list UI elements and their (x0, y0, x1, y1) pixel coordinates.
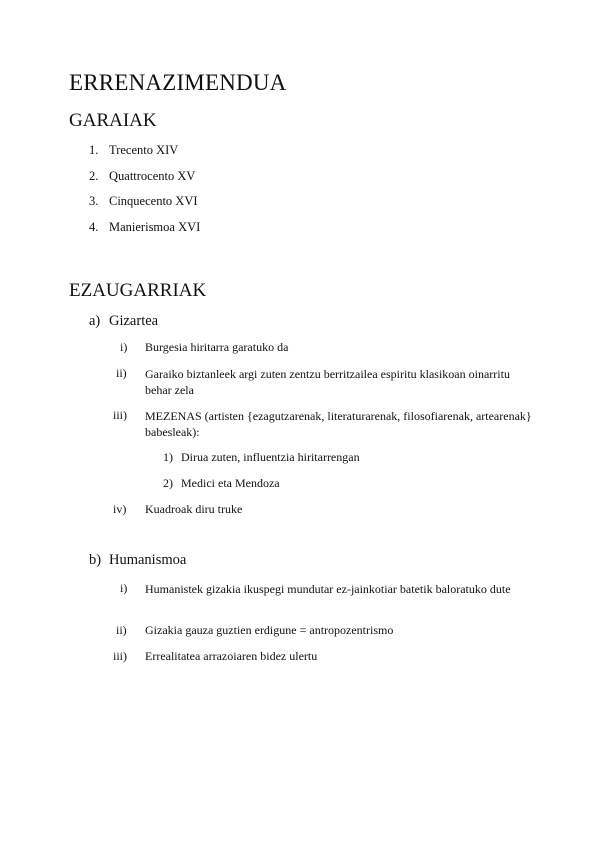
list-item: Humanistek gizakia ikuspegi mundutar ez-jainkotiar batetik baloratuko dute (145, 582, 511, 596)
list-item: Errealitatea arrazoiaren bidez ulertu (145, 649, 318, 663)
subsection-label-a: a) (89, 313, 101, 329)
page-title: ERRENAZIMENDUA (69, 70, 287, 95)
section-heading-garaiak: GARAIAK (69, 110, 157, 131)
section-heading-ezaugarriak: EZAUGARRIAK (69, 280, 207, 301)
sub-list-item-number: 2) (163, 476, 173, 490)
list-item-number: 2. (89, 169, 99, 183)
list-item: MEZENAS (artisten {ezagutzarenak, literaturarenak, filosofiarenak, artearenak} babesleak): (145, 409, 532, 439)
sub-list-item-number: 1) (163, 450, 173, 464)
list-item: Quattrocento XV (109, 169, 196, 183)
list-item: Kuadroak diru truke (145, 502, 243, 516)
list-item: Burgesia hiritarra garatuko da (145, 340, 289, 354)
subsection-title-gizartea: Gizartea (109, 313, 159, 329)
list-item-number: iii) (113, 408, 127, 422)
sub-list-item: Medici eta Mendoza (181, 476, 280, 490)
list-item: Gizakia gauza guztien erdigune = antropozentrismo (145, 623, 394, 637)
list-item-number: 3. (89, 194, 99, 208)
list-item: Manierismoa XVI (109, 220, 201, 234)
list-item-number: ii) (116, 366, 127, 380)
list-item-number: 4. (89, 220, 99, 234)
list-item-number: 1. (89, 143, 99, 157)
subsection-title-humanismoa: Humanismoa (109, 552, 187, 568)
list-item-number: ii) (116, 623, 127, 637)
list-item-number: iii) (113, 649, 127, 663)
list-item: Trecento XIV (109, 143, 179, 157)
list-item-number: i) (120, 581, 128, 595)
list-item: Cinquecento XVI (109, 194, 198, 208)
list-item: Garaiko biztanleek argi zuten zentzu berritzailea espiritu klasikoan oinarritu behar zela (145, 367, 510, 397)
subsection-label-b: b) (89, 552, 102, 568)
list-item-number: i) (120, 340, 128, 354)
list-item-number: iv) (113, 502, 127, 516)
sub-list-item: Dirua zuten, influentzia hiritarrengan (181, 450, 360, 464)
